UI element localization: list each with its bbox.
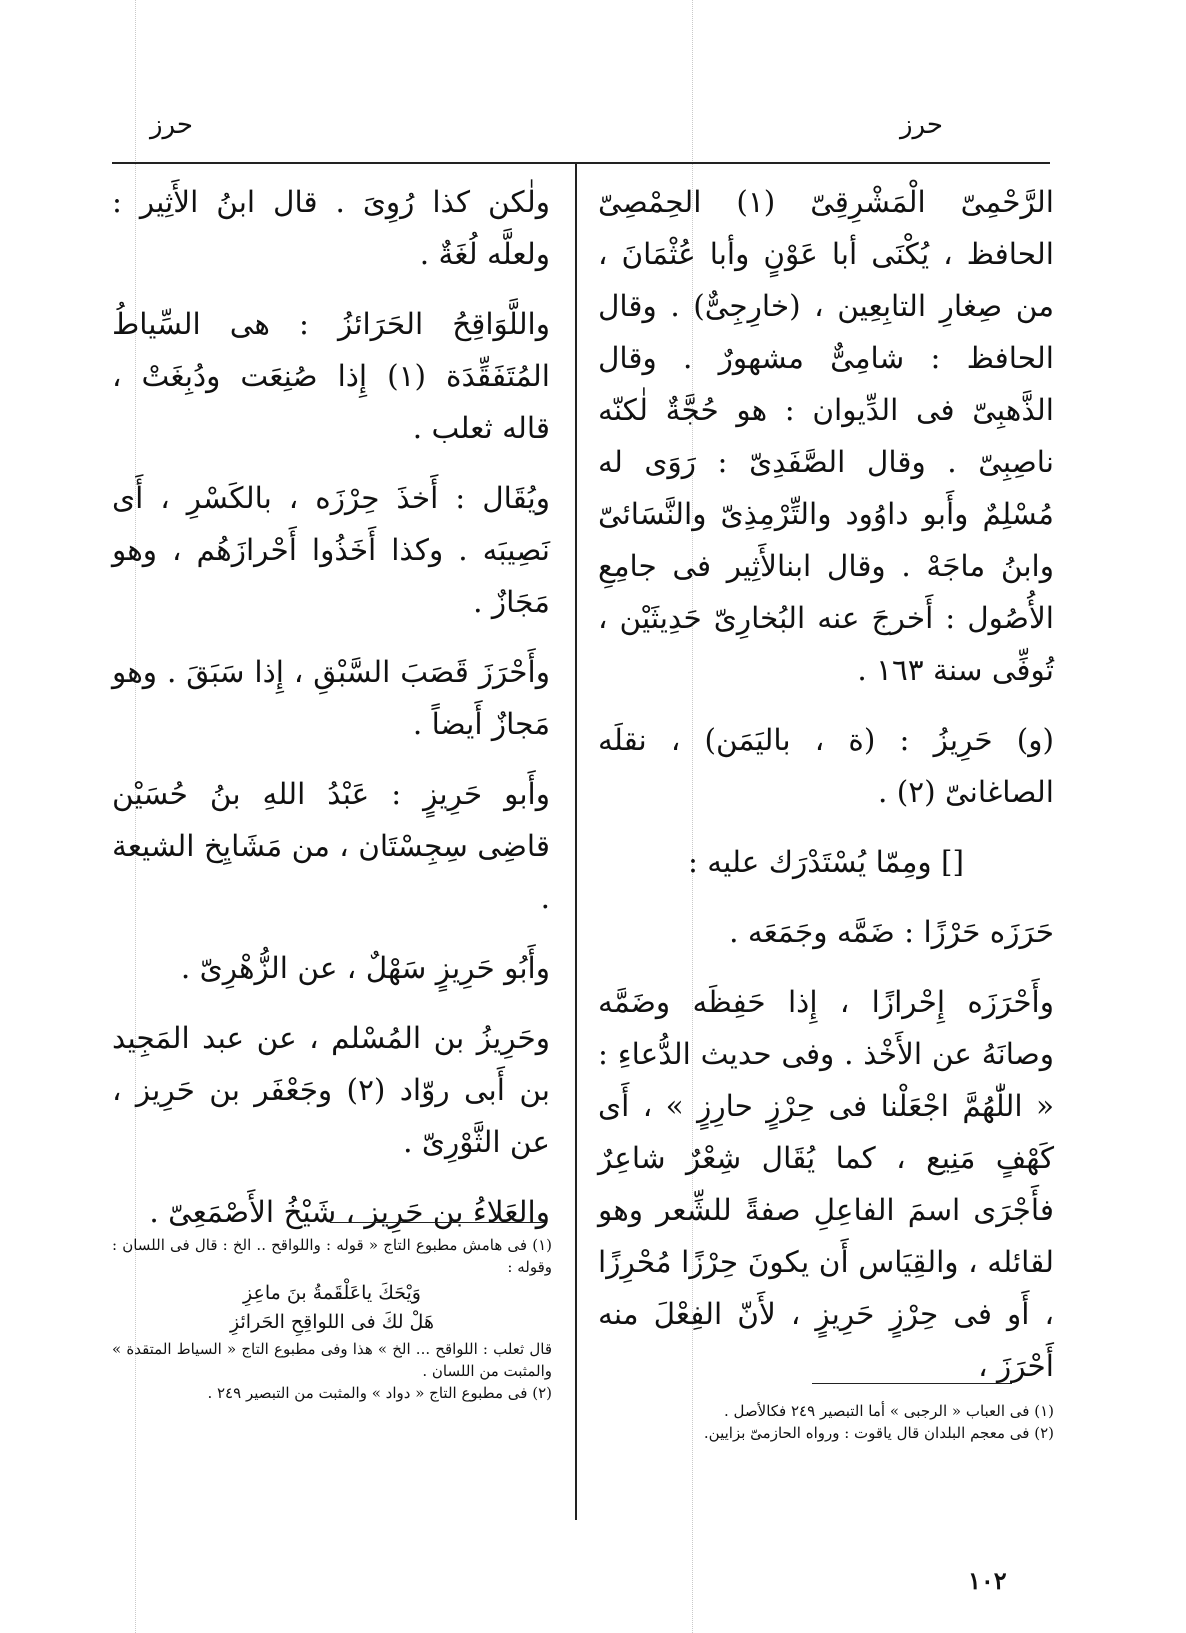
header-rule (112, 162, 1050, 164)
running-head-right: حرز (900, 110, 943, 140)
paragraph: وأَبُو حَرِيزٍ سَهْلٌ ، عن الزُّهْرِىّ . (180, 951, 550, 985)
paragraph: وأَحْرَزَه إِحْرازًا ، إِذا حَفِظَه وضَمَّه وصانَهُ عن الأَخْذ . وفى حديث الدُّعاءِ : « اللّٰهُمَّ اجْعَلْنا فى حِرْزٍ حارِزٍ » ، أَى كَهْفٍ مَنِيع ، كما يُقَال شِعْرٌ شاعِرٌ فأَجْرَى اسمَ الفاعِلِ صفةً للشِّعر وهو لقائله ، والقِيَاس أَن يكونَ حِرْزًا مُحْرِزًا ، أَو فى حِرْزٍ حَرِيزٍ ، لأَنّ الفِعْلَ منه أَحْرَزَ ، (598, 985, 1054, 1383)
paragraph: ويُقَال : أَخذَ حِرْزَه ، بالكَسْرِ ، أَى نَصِيبَه . وكذا أَخَذُوا أَحْرازَهُم ، وهو مَجَازٌ . (112, 481, 550, 619)
paragraph: (و) حَرِيزُ : (ة ، باليَمَن) ، نقلَه الصاغانىّ (٢) . (598, 723, 1054, 809)
paragraph: واللَّوَاقِحُ الحَرَائزُ : هى السِّياطُ المُتَفَقِّدَة (١) إِذا صُنِعَت ودُبِغَتْ ، قاله ثعلب . (112, 307, 550, 445)
footnote-verse: هَلْ لكَ فى اللواقِحِ الحَرائزِ (230, 1311, 434, 1333)
footnote-2: (٢) فى مطبوع التاج « دواد » والمثبت من التبصير ٢٤٩ . (207, 1384, 552, 1402)
footnote-rule-right (812, 1383, 1012, 1384)
footnote-1: (١) فى هامش مطبوع التاج « قوله : واللواقح .. الخ : قال فى اللسان : وقوله : (112, 1236, 552, 1276)
running-head-left: حرز (150, 110, 193, 140)
footnotes-right (598, 1400, 1054, 1444)
page-number: ١٠٢ (968, 1566, 1007, 1595)
paragraph: وأَبو حَرِيزٍ : عَبْدُ اللهِ بنُ حُسَيْن قاضِى سِجِسْتَان ، من مَشَايِخ الشيعة . (112, 777, 550, 915)
column-divider (575, 162, 577, 1520)
footnote-verse: وَيْحَكَ ياعَلْقَمةُ بنَ ماعِزِ (243, 1282, 421, 1304)
left-column (112, 176, 550, 1256)
footnote-1: (١) فى العباب « الرجبى » أما التبصير ٢٤٩ فكالأصل . (724, 1402, 1054, 1420)
footnote-rule-left (330, 1222, 545, 1223)
paragraph: والعَلاءُ بن حَرِيز ، شَيْخُ الأَصْمَعِىّ . (149, 1195, 550, 1229)
right-column (598, 176, 1054, 1410)
paragraph: حَرَزَه حَرْزًا : ضَمَّه وجَمَعَه . (729, 915, 1054, 949)
footnotes-left (112, 1234, 552, 1404)
footnote-1-continued: قال ثعلب : اللواقح ... الخ » هذا وفى مطبوع التاج « السياط المتقدة » والمثبت من اللسان . (112, 1340, 552, 1380)
paragraph: [] ومِمّا يُسْتَدْرَك عليه : (687, 845, 965, 879)
paragraph: وأَحْرَزَ قَصَبَ السَّبْقِ ، إِذا سَبَقَ . وهو مَجازٌ أَيضاً . (112, 655, 550, 741)
footnote-2: (٢) فى معجم البلدان قال ياقوت : ورواه الحازمىّ بزايين. (703, 1424, 1054, 1442)
paragraph: ولٰكن كذا رُوِىَ . قال ابنُ الأَثِير : ولعلَّه لُغَةٌ . (112, 185, 550, 271)
paragraph: الرَّحْمِىّ الْمَشْرِقِىّ (١) الحِمْصِىّ الحافظ ، يُكْنَى أبا عَوْنٍ وأبا عُثْمَانَ ، من صِغارِ التابِعِين ، (خارِجِىٌّ) . وقال الحافظ : شامِىٌّ مشهورٌ . وقال الذَّهبِىّ فى الدِّيوان : هو حُجَّةٌ لٰكنّه ناصِبِىّ . وقال الصَّفَدِىّ : رَوَى له مُسْلِمٌ وأَبو داوُود والتِّرْمِذِىّ والنَّسَائىّ وابنُ ماجَهْ . وقال ابنالأَثِير فى جامِعِ الأُصُول : أَخرجَ عنه البُخارِىّ حَدِيثَيْن ، تُوفِّى سنة ١٦٣ . (598, 185, 1054, 687)
paragraph: وحَرِيزُ بن المُسْلم ، عن عبد المَجِيد بن أَبى روّاد (٢) وجَعْفَر بن حَرِيز ، عن الثَّوْرِىّ . (112, 1021, 550, 1159)
